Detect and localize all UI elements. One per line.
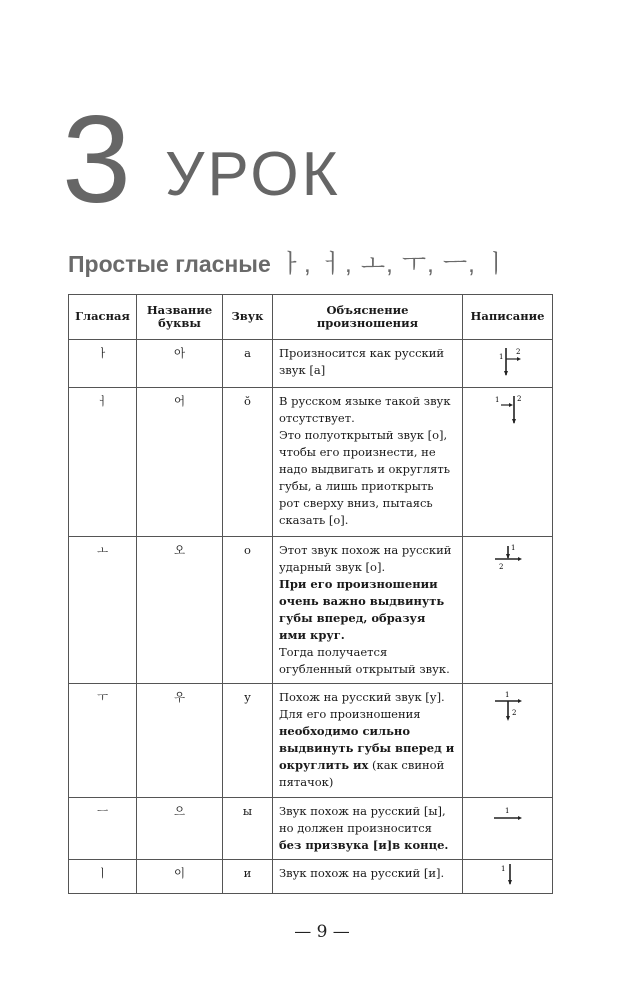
explanation-text: Это полуоткрытый звук [о], чтобы его произнести, не надо выдвигать и округлять губы, а лишь приоткрыть рот сверху вниз, пытаясь сказать [о]. <box>279 428 450 527</box>
explanation-text: (как свиной пятачок) <box>279 758 445 789</box>
letter-name-cell: 으 <box>137 798 223 860</box>
vowel-cell: ㅓ <box>69 388 137 537</box>
stroke-order-eo-icon <box>493 393 523 425</box>
header-explanation: Объяснение произношения <box>273 295 463 340</box>
writing-cell <box>463 388 553 537</box>
explanation-text: Похож на русский звук [у]. Для его произношения <box>279 690 445 721</box>
vowel-cell: ㅣ <box>69 860 137 894</box>
stroke-order-i-icon <box>495 862 521 886</box>
stroke-label: 2 <box>516 395 521 403</box>
vowel-cell: ㅗ <box>69 537 137 684</box>
writing-cell <box>463 537 553 684</box>
explanation-cell <box>273 537 463 684</box>
stroke-order-eu-icon <box>490 803 526 827</box>
sound-cell: у <box>223 684 273 798</box>
explanation-text: Произносится как русский звук [а] <box>279 346 445 377</box>
lesson-number: 3 <box>62 91 131 229</box>
explanation-text: Этот звук похож на русский ударный звук [о]. <box>279 543 452 574</box>
section-title <box>68 244 509 280</box>
stroke-label: 2 <box>515 348 520 356</box>
header-name: Название буквы <box>137 295 223 340</box>
stroke-label: 1 <box>504 691 509 699</box>
explanation-emphasis: При его произношении очень важно выдвинуть губы вперед, образуя ими круг. <box>279 577 445 642</box>
writing-cell <box>463 860 553 894</box>
explanation-cell <box>273 684 463 798</box>
table-row <box>69 340 553 388</box>
stroke-label: 1 <box>494 396 499 404</box>
letter-name-cell: 이 <box>137 860 223 894</box>
header-writing: Написание <box>463 295 553 340</box>
sound-cell: и <box>223 860 273 894</box>
header-vowel: Гласная <box>69 295 137 340</box>
explanation-cell <box>273 798 463 860</box>
writing-cell <box>463 684 553 798</box>
letter-name-cell: 오 <box>137 537 223 684</box>
page-number: — 9 — <box>294 922 350 942</box>
header-sound: Звук <box>223 295 273 340</box>
explanation-text: Звук похож на русский [и]. <box>279 866 445 880</box>
section-title-text: Простые гласные <box>68 251 271 277</box>
stroke-label: 1 <box>500 865 505 873</box>
stroke-order-a-icon <box>493 345 523 377</box>
letter-name-cell: 우 <box>137 684 223 798</box>
explanation-emphasis: необходимо сильно выдвинуть губы вперед и округлить их <box>279 724 455 772</box>
explanation-text: Звук похож на русский [ы], но должен произносится <box>279 804 446 835</box>
explanation-cell <box>273 388 463 537</box>
table-header-row <box>69 295 553 340</box>
explanation-cell <box>273 340 463 388</box>
table-row <box>69 388 553 537</box>
explanation-text: Тогда получается огубленный открытый звук. <box>279 645 450 676</box>
vowels-table <box>68 294 553 894</box>
table-row <box>69 860 553 894</box>
lesson-heading <box>62 91 341 229</box>
lesson-word: УРОК <box>164 140 341 209</box>
stroke-label: 1 <box>504 807 509 815</box>
writing-cell <box>463 798 553 860</box>
vowel-cell: ㅏ <box>69 340 137 388</box>
stroke-order-u-icon <box>490 689 526 723</box>
section-vowel-list: ㅏ, ㅓ, ㅗ, ㅜ, ㅡ, ㅣ <box>278 250 510 278</box>
table-row <box>69 798 553 860</box>
sound-cell: ы <box>223 798 273 860</box>
explanation-text: В русском языке такой звук отсутствует. <box>279 394 451 425</box>
table-row <box>69 537 553 684</box>
writing-cell <box>463 340 553 388</box>
vowel-cell: ㅜ <box>69 684 137 798</box>
vowel-cell: ㅡ <box>69 798 137 860</box>
explanation-cell <box>273 860 463 894</box>
stroke-label: 1 <box>510 544 515 552</box>
stroke-label: 1 <box>498 353 503 361</box>
letter-name-cell: 아 <box>137 340 223 388</box>
stroke-label: 2 <box>498 563 503 571</box>
letter-name-cell: 어 <box>137 388 223 537</box>
explanation-emphasis: без призвука [и]в конце. <box>279 838 449 852</box>
sound-cell: ŏ <box>223 388 273 537</box>
sound-cell: а <box>223 340 273 388</box>
stroke-order-o-icon <box>490 542 526 574</box>
sound-cell: о <box>223 537 273 684</box>
table-row <box>69 684 553 798</box>
stroke-label: 2 <box>511 709 516 717</box>
